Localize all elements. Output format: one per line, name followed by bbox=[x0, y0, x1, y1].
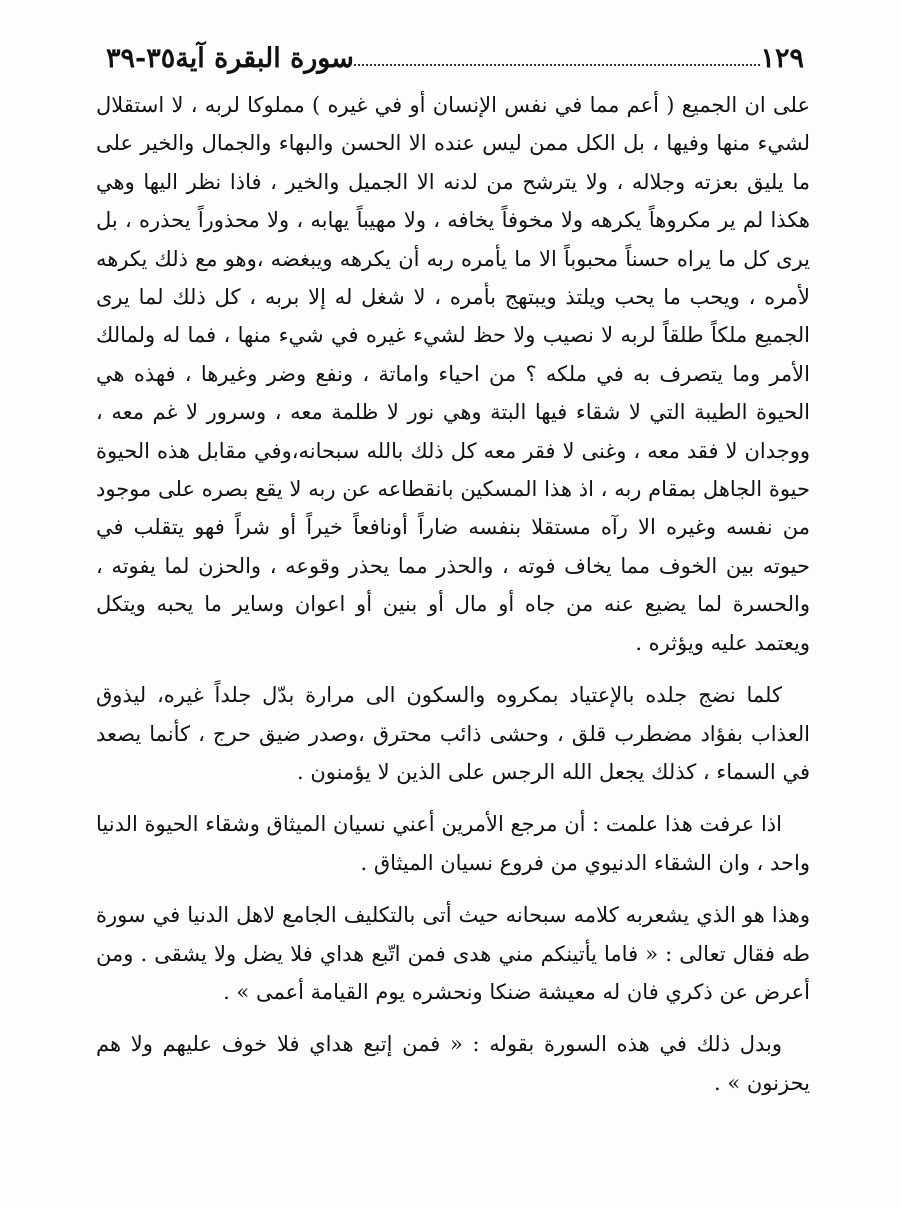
header-dotted-leader bbox=[354, 64, 761, 66]
running-header bbox=[100, 38, 810, 78]
paragraph-3: اذا عرفت هذا علمت : أن مرجع الأمرين أعني نسيان الميثاق وشقاء الحيوة الدنيا واحد ، وان الشقاء الدنيوي من فروع نسيان الميثاق . bbox=[96, 812, 810, 875]
header-title: سورة البقرة آية٣٥-٣٩ bbox=[106, 42, 354, 74]
paragraph-5: وبدل ذلك في هذه السورة بقوله : « فمن إتبع هداي فلا خوف عليهم ولا هم يحزنون » . bbox=[96, 1032, 810, 1095]
body-text bbox=[96, 86, 810, 1116]
paragraph-1: على ان الجميع ( أعم مما في نفس الإنسان أو في غيره ) مملوكا لربه ، لا استقلال لشيء منها وفيها ، بل الكل ممن ليس عنده الا الحسن والبهاء والجمال والخير على ما يليق بعزته وجلاله ، ولا يترشح من لدنه الا الجميل والخير ، فاذا نظر اليها وهي هكذا لم ير مكروهاً يكرهه ولا مخوفاً يخافه ، ولا مهيباً يهابه ، ولا محذوراً يحذره ، بل يرى كل ما يراه حسناً محبوباً الا ما يأمره ربه أن يكرهه ويبغضه ،وهو مع ذلك يكرهه لأمره ، ويحب ما يحب ويلتذ ويبتهج بأمره ، لا شغل له إلا بربه ، كل ذلك لما يرى الجميع ملكاً طلقاً لربه لا نصيب ولا حظ لشيء غيره في شيء منها ، فما له ولمالك الأمر وما يتصرف به في ملكه ؟ من احياء واماتة ، ونفع وضر وغيرها ، فهذه هي الحيوة الطيبة التي لا شقاء فيها البتة وهي نور لا ظلمة معه ، وسرور لا غم معه ، ووجدان لا فقد معه ، وغنى لا فقر معه كل ذلك بالله سبحانه،وفي مقابل هذه الحيوة حيوة الجاهل بمقام ربه ، اذ هذا المسكين بانقطاعه عن ربه لا يقع بصره على موجود من نفسه وغيره الا رآه مستقلا بنفسه ضاراً أونافعاً خيراً أو شراً فهو يتقلب في حيوته بين الخوف مما يخاف فوته ، والحذر مما يحذر وقوعه ، والحزن لما يفوته ، والحسرة لما يضيع عنه من جاه أو مال أو بنين أو اعوان وساير ما يحبه ويتكل ويعتمد عليه ويؤثره . bbox=[96, 93, 810, 655]
paragraph-4: وهذا هو الذي يشعربه كلامه سبحانه حيث أتى بالتكليف الجامع لاهل الدنيا في سورة طه فقال تعالى : « فاما يأتينكم مني هدى فمن اتّبع هداي فلا يضل ولا يشقى . ومن أعرض عن ذكري فان له معيشة ضنكا ونحشره يوم القيامة أعمى » . bbox=[96, 903, 810, 1004]
page-number: ١٢٩ bbox=[760, 42, 804, 74]
paragraph-2: كلما نضج جلده بالإعتياد بمكروه والسكون الى مرارة بدّل جلداً غيره، ليذوق العذاب بفؤاد مضطرب قلق ، وحشى ذائب محترق ،وصدر ضيق حرج ، كأنما يصعد في السماء ، كذلك يجعل الله الرجس على الذين لا يؤمنون . bbox=[96, 683, 810, 784]
